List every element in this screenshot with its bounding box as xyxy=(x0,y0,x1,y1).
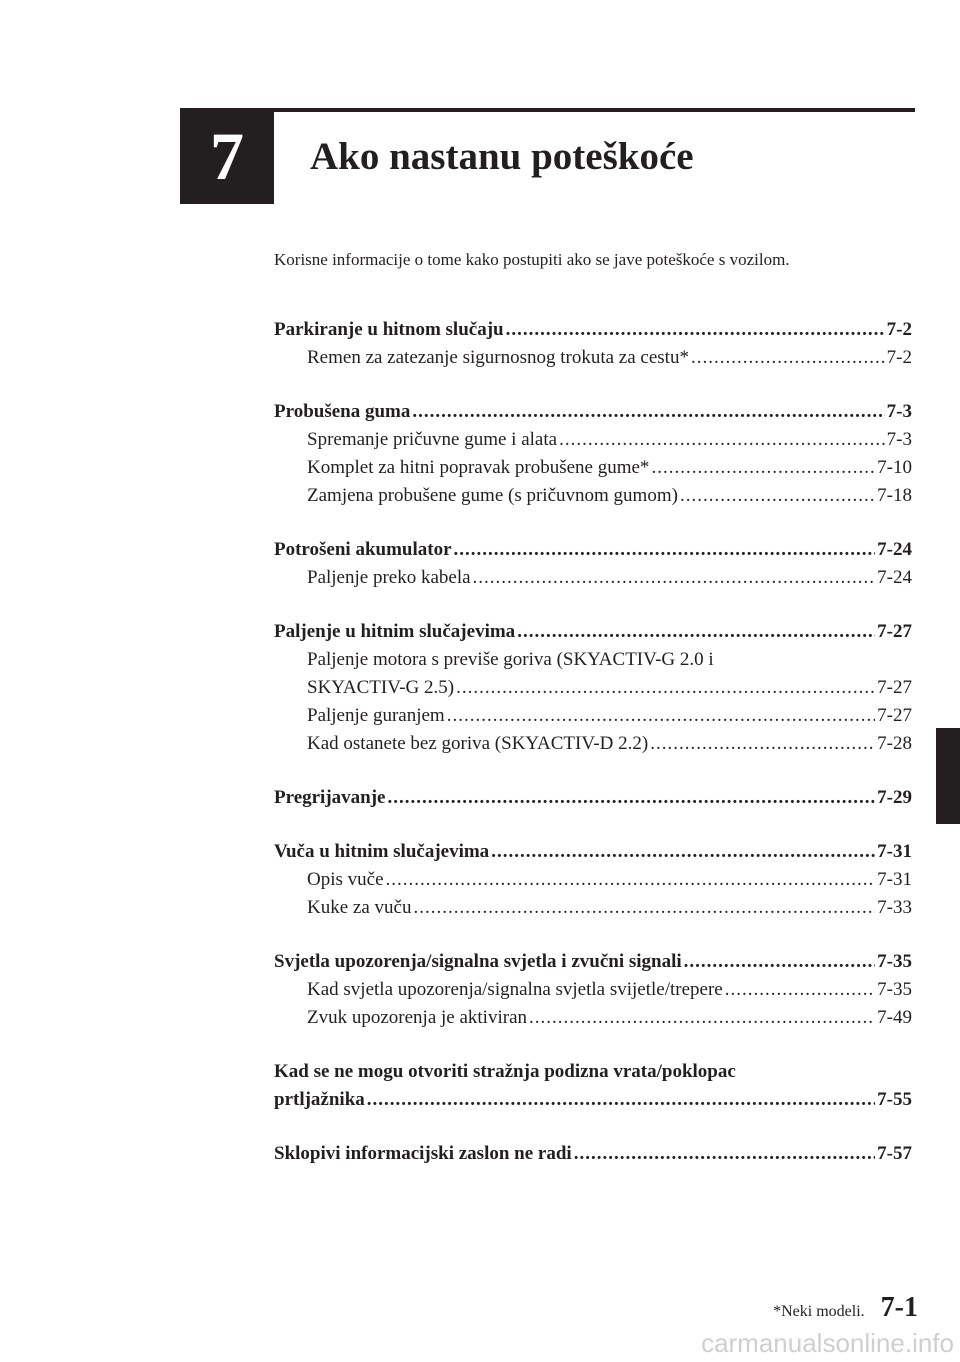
leader-dots xyxy=(491,838,875,866)
toc-subentry[interactable] xyxy=(274,894,912,922)
toc-subentry-title: Kad ostanete bez goriva (SKYACTIV-D 2.2) xyxy=(307,733,649,754)
chapter-header xyxy=(180,108,915,204)
toc-entry-title: Pregrijavanje xyxy=(274,787,386,808)
toc-entry[interactable] xyxy=(274,948,912,976)
toc-entry-title: Paljenje u hitnim slučajevima xyxy=(274,621,516,642)
toc-subentry[interactable] xyxy=(274,564,912,592)
toc-entry[interactable] xyxy=(274,1140,912,1168)
toc-group xyxy=(274,316,912,372)
toc-entry-page: 7-27 xyxy=(877,621,912,642)
toc-group xyxy=(274,1140,912,1168)
toc-subentry-page: 7-2 xyxy=(886,347,912,368)
toc-subentry-page: 7-24 xyxy=(877,567,912,588)
toc-subentry[interactable] xyxy=(274,702,912,730)
toc-subentry-page: 7-33 xyxy=(877,897,912,918)
toc-subentry-page: 7-27 xyxy=(877,677,912,698)
leader-dots xyxy=(559,426,885,454)
toc-subentry-title: SKYACTIV-G 2.5) xyxy=(307,677,455,698)
toc-subentry-title: Kuke za vuču xyxy=(307,897,412,918)
toc-entry[interactable] xyxy=(274,784,912,812)
watermark: carmanualsonline.info xyxy=(701,1328,954,1358)
toc-subentry[interactable] xyxy=(274,482,912,510)
toc-group xyxy=(274,838,912,922)
leader-dots xyxy=(529,1004,875,1032)
toc-subentry[interactable] xyxy=(274,674,912,702)
toc-subentry[interactable] xyxy=(274,866,912,894)
toc-subentry-title: Spremanje pričuvne gume i alata xyxy=(307,429,558,450)
toc-entry-title: Potrošeni akumulator xyxy=(274,539,452,560)
toc-entry-title: Parkiranje u hitnom slučaju xyxy=(274,319,504,340)
toc-subentry-title: Remen za zatezanje sigurnosnog trokuta za cestu* xyxy=(307,347,689,368)
chapter-thumb-tab xyxy=(936,728,960,824)
toc-subentry[interactable] xyxy=(274,730,912,758)
toc-entry-page: 7-2 xyxy=(886,319,912,340)
toc-entry-title: prtljažnika xyxy=(274,1089,365,1110)
toc-entry-page: 7-24 xyxy=(877,539,912,560)
toc-entry[interactable] xyxy=(274,398,912,426)
toc-subentry-page: 7-10 xyxy=(877,457,912,478)
leader-dots xyxy=(650,730,875,758)
toc-subentry[interactable] xyxy=(274,1004,912,1032)
toc-entry-page: 7-29 xyxy=(877,787,912,808)
table-of-contents xyxy=(274,316,912,1194)
toc-entry-page: 7-57 xyxy=(877,1143,912,1164)
toc-entry-page: 7-35 xyxy=(877,951,912,972)
leader-dots xyxy=(691,344,885,372)
toc-entry[interactable] xyxy=(274,618,912,646)
toc-subentry-line1[interactable]: Paljenje motora s previše goriva (SKYACTIV-G 2.0 i xyxy=(307,649,714,670)
leader-dots xyxy=(680,482,875,510)
leader-dots xyxy=(413,894,875,922)
leader-dots xyxy=(454,536,876,564)
chapter-rule xyxy=(180,108,915,112)
toc-group xyxy=(274,784,912,812)
toc-subentry-page: 7-3 xyxy=(886,429,912,450)
toc-subentry-title: Zamjena probušene gume (s pričuvnom gumom) xyxy=(307,485,678,506)
toc-subentry-title: Paljenje preko kabela xyxy=(307,567,471,588)
chapter-intro: Korisne informacije o tome kako postupiti ako se jave poteškoće s vozilom. xyxy=(274,250,790,269)
leader-dots xyxy=(447,702,875,730)
toc-subentry-title: Komplet za hitni popravak probušene gume* xyxy=(307,457,650,478)
toc-subentry[interactable] xyxy=(274,976,912,1004)
toc-group xyxy=(274,536,912,592)
toc-entry-page: 7-55 xyxy=(877,1089,912,1110)
toc-group xyxy=(274,618,912,758)
leader-dots xyxy=(517,618,875,646)
toc-subentry-title: Opis vuče xyxy=(307,869,384,890)
chapter-title: Ako nastanu poteškoće xyxy=(310,135,694,178)
leader-dots xyxy=(386,866,876,894)
toc-subentry[interactable] xyxy=(274,426,912,454)
toc-entry[interactable] xyxy=(274,838,912,866)
toc-subentry[interactable] xyxy=(274,454,912,482)
toc-subentry-page: 7-49 xyxy=(877,1007,912,1028)
footnote: *Neki modeli. xyxy=(773,1303,865,1320)
toc-subentry-page: 7-27 xyxy=(877,705,912,726)
toc-entry-title: Svjetla upozorenja/signalna svjetla i zvučni signali xyxy=(274,951,682,972)
toc-subentry-page: 7-31 xyxy=(877,869,912,890)
page-footer xyxy=(773,1292,918,1324)
toc-subentry[interactable] xyxy=(274,344,912,372)
leader-dots xyxy=(473,564,876,592)
toc-group xyxy=(274,948,912,1032)
leader-dots xyxy=(412,398,884,426)
toc-group xyxy=(274,1058,912,1114)
leader-dots xyxy=(506,316,885,344)
toc-entry-title: Probušena guma xyxy=(274,401,411,422)
page-number: 7-1 xyxy=(880,1292,918,1323)
leader-dots xyxy=(388,784,876,812)
toc-entry[interactable] xyxy=(274,316,912,344)
toc-subentry-page: 7-28 xyxy=(877,733,912,754)
toc-entry-page: 7-3 xyxy=(886,401,912,422)
leader-dots xyxy=(367,1086,875,1114)
toc-subentry-title: Paljenje guranjem xyxy=(307,705,445,726)
toc-entry[interactable] xyxy=(274,1086,912,1114)
toc-group xyxy=(274,398,912,510)
toc-subentry-page: 7-18 xyxy=(877,485,912,506)
toc-subentry-title: Kad svjetla upozorenja/signalna svjetla svijetle/trepere xyxy=(307,979,723,1000)
toc-subentry-title: Zvuk upozorenja je aktiviran xyxy=(307,1007,528,1028)
leader-dots xyxy=(725,976,875,1004)
toc-entry[interactable] xyxy=(274,536,912,564)
leader-dots xyxy=(456,674,875,702)
chapter-number: 7 xyxy=(180,108,274,204)
toc-entry-title: Sklopivi informacijski zaslon ne radi xyxy=(274,1143,572,1164)
toc-subentry-page: 7-35 xyxy=(877,979,912,1000)
toc-entry-line1[interactable]: Kad se ne mogu otvoriti stražnja podizna vrata/poklopac xyxy=(274,1061,736,1082)
leader-dots xyxy=(684,948,876,976)
toc-entry-title: Vuča u hitnim slučajevima xyxy=(274,841,490,862)
leader-dots xyxy=(651,454,875,482)
toc-entry-page: 7-31 xyxy=(877,841,912,862)
leader-dots xyxy=(574,1140,875,1168)
